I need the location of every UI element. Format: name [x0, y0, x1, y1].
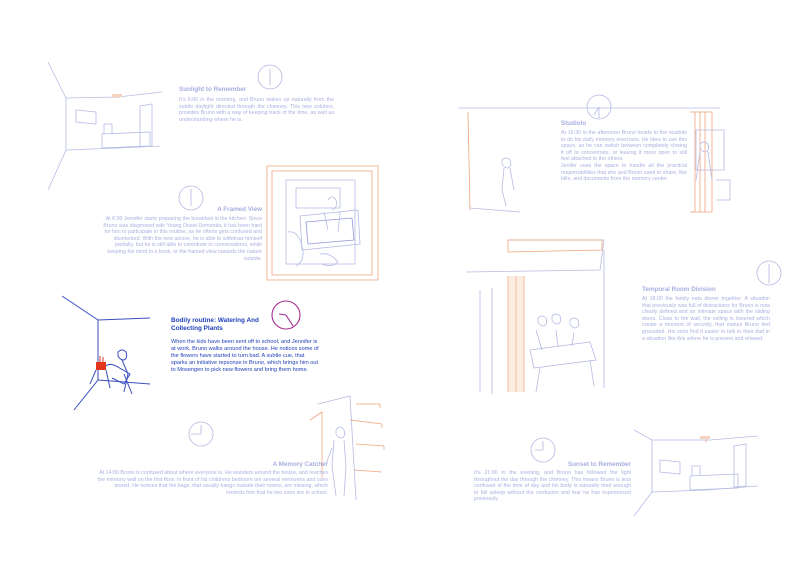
clock-icon [189, 422, 213, 446]
scene-title: Studiolo [561, 120, 587, 127]
scene-framed-view [96, 206, 262, 262]
scene-text: At 14:00 Bruno is confused about where everyone is. He wanders around the house, and reaches the memory wall on the first floor. In front of his childrens bedroom are several memories and cues stored. He notices that the bags, that usually hangs outside their rooms, are missing, which reminds him that he two sons are in school. [97, 470, 328, 496]
scene-sunset [474, 461, 631, 503]
bodily-routine-sketch [62, 296, 150, 410]
scene-memory-catcher [95, 461, 328, 496]
scene-title: Bodily routine: Watering And Collecting Plants [171, 317, 259, 333]
sunset-bedroom-sketch [634, 430, 758, 516]
scene-text: It's 6:00 in the morning, and Bruno wakes up naturally from the subtle daylight directed through the chimney. This new solution, provides Bruno with a way of keeping track of the time, as well as understanding where he is. [179, 97, 334, 123]
scene-title: A Framed View [217, 206, 262, 213]
framed-view-sketch [267, 166, 378, 280]
sunlight-bedroom-sketch [48, 62, 162, 190]
scene-title: Temporal Room Division [642, 286, 716, 293]
scene-title: A Memory Catcher [272, 461, 328, 468]
scene-bodily-routine [171, 317, 321, 374]
scene-text: At 6:30 Jennifer starts preparing the breakfast in the kitchen. Since Bruno was diagnosed with Young Onset Dementia, it has been hard for him to participate in this routine, as he oftens gets confused and disoriented. With the new alcove, he is able to withdraw himself partially, but he is still able to contribute to conversations, while keeping his mind in a book, or the framed view towards the nature outside. [103, 216, 262, 262]
clock-icon [531, 438, 555, 462]
scene-sunlight [179, 86, 334, 123]
scene-text: At 16:30 in the afternoon Bruno heads to the studiolo to do his daily memory exercises. He likes to use this space, as he can switch between completely closing it off to concentrate, or leaving it more open to still feel attached to the others. Jenifer uses the space to handle all the practical responsibilities that she and Bruno used to share, like bills, and documents from the memory center. [561, 130, 687, 183]
temporal-room-sketch [466, 240, 604, 394]
scene-text: At 18:00 the family eats dinner together. A situation that previously was full of distractions for Bruno is now clearly defined and an intimate space with the sliding doors. Close to the wall, the ceiling is lowered which create a moment of security, that makes Bruno feel grounded. His sons find it easier to talk to their dad in a situation like this where he is present and relaxed. [642, 296, 770, 342]
scene-title: Sunlight to Remember [179, 86, 247, 93]
scene-text: When the kids have been sent off to school, and Jennifer is at work, Bruno walks around the house. He notices some of the flowers have started to turn bad. A subtle cue, that sparks an initiative repsonse in Bruno, which brings him out to Mosengen to pick new flowers and bring them home. [171, 339, 319, 374]
clock-icon [587, 95, 611, 119]
scene-title: Sunset to Remember [568, 461, 631, 468]
clock-icon [757, 261, 781, 285]
scene-temporal-room-division [642, 286, 770, 342]
scene-studiolo [561, 120, 687, 183]
scene-text: It's 21:00 in the evening, and Bruno has followed the light throughout the day through the chimney. This means Bruno is less confused of the time of day and his body is naturally tired enough to fall asleep without the confusion and fear he has experienced previously. [474, 470, 631, 503]
